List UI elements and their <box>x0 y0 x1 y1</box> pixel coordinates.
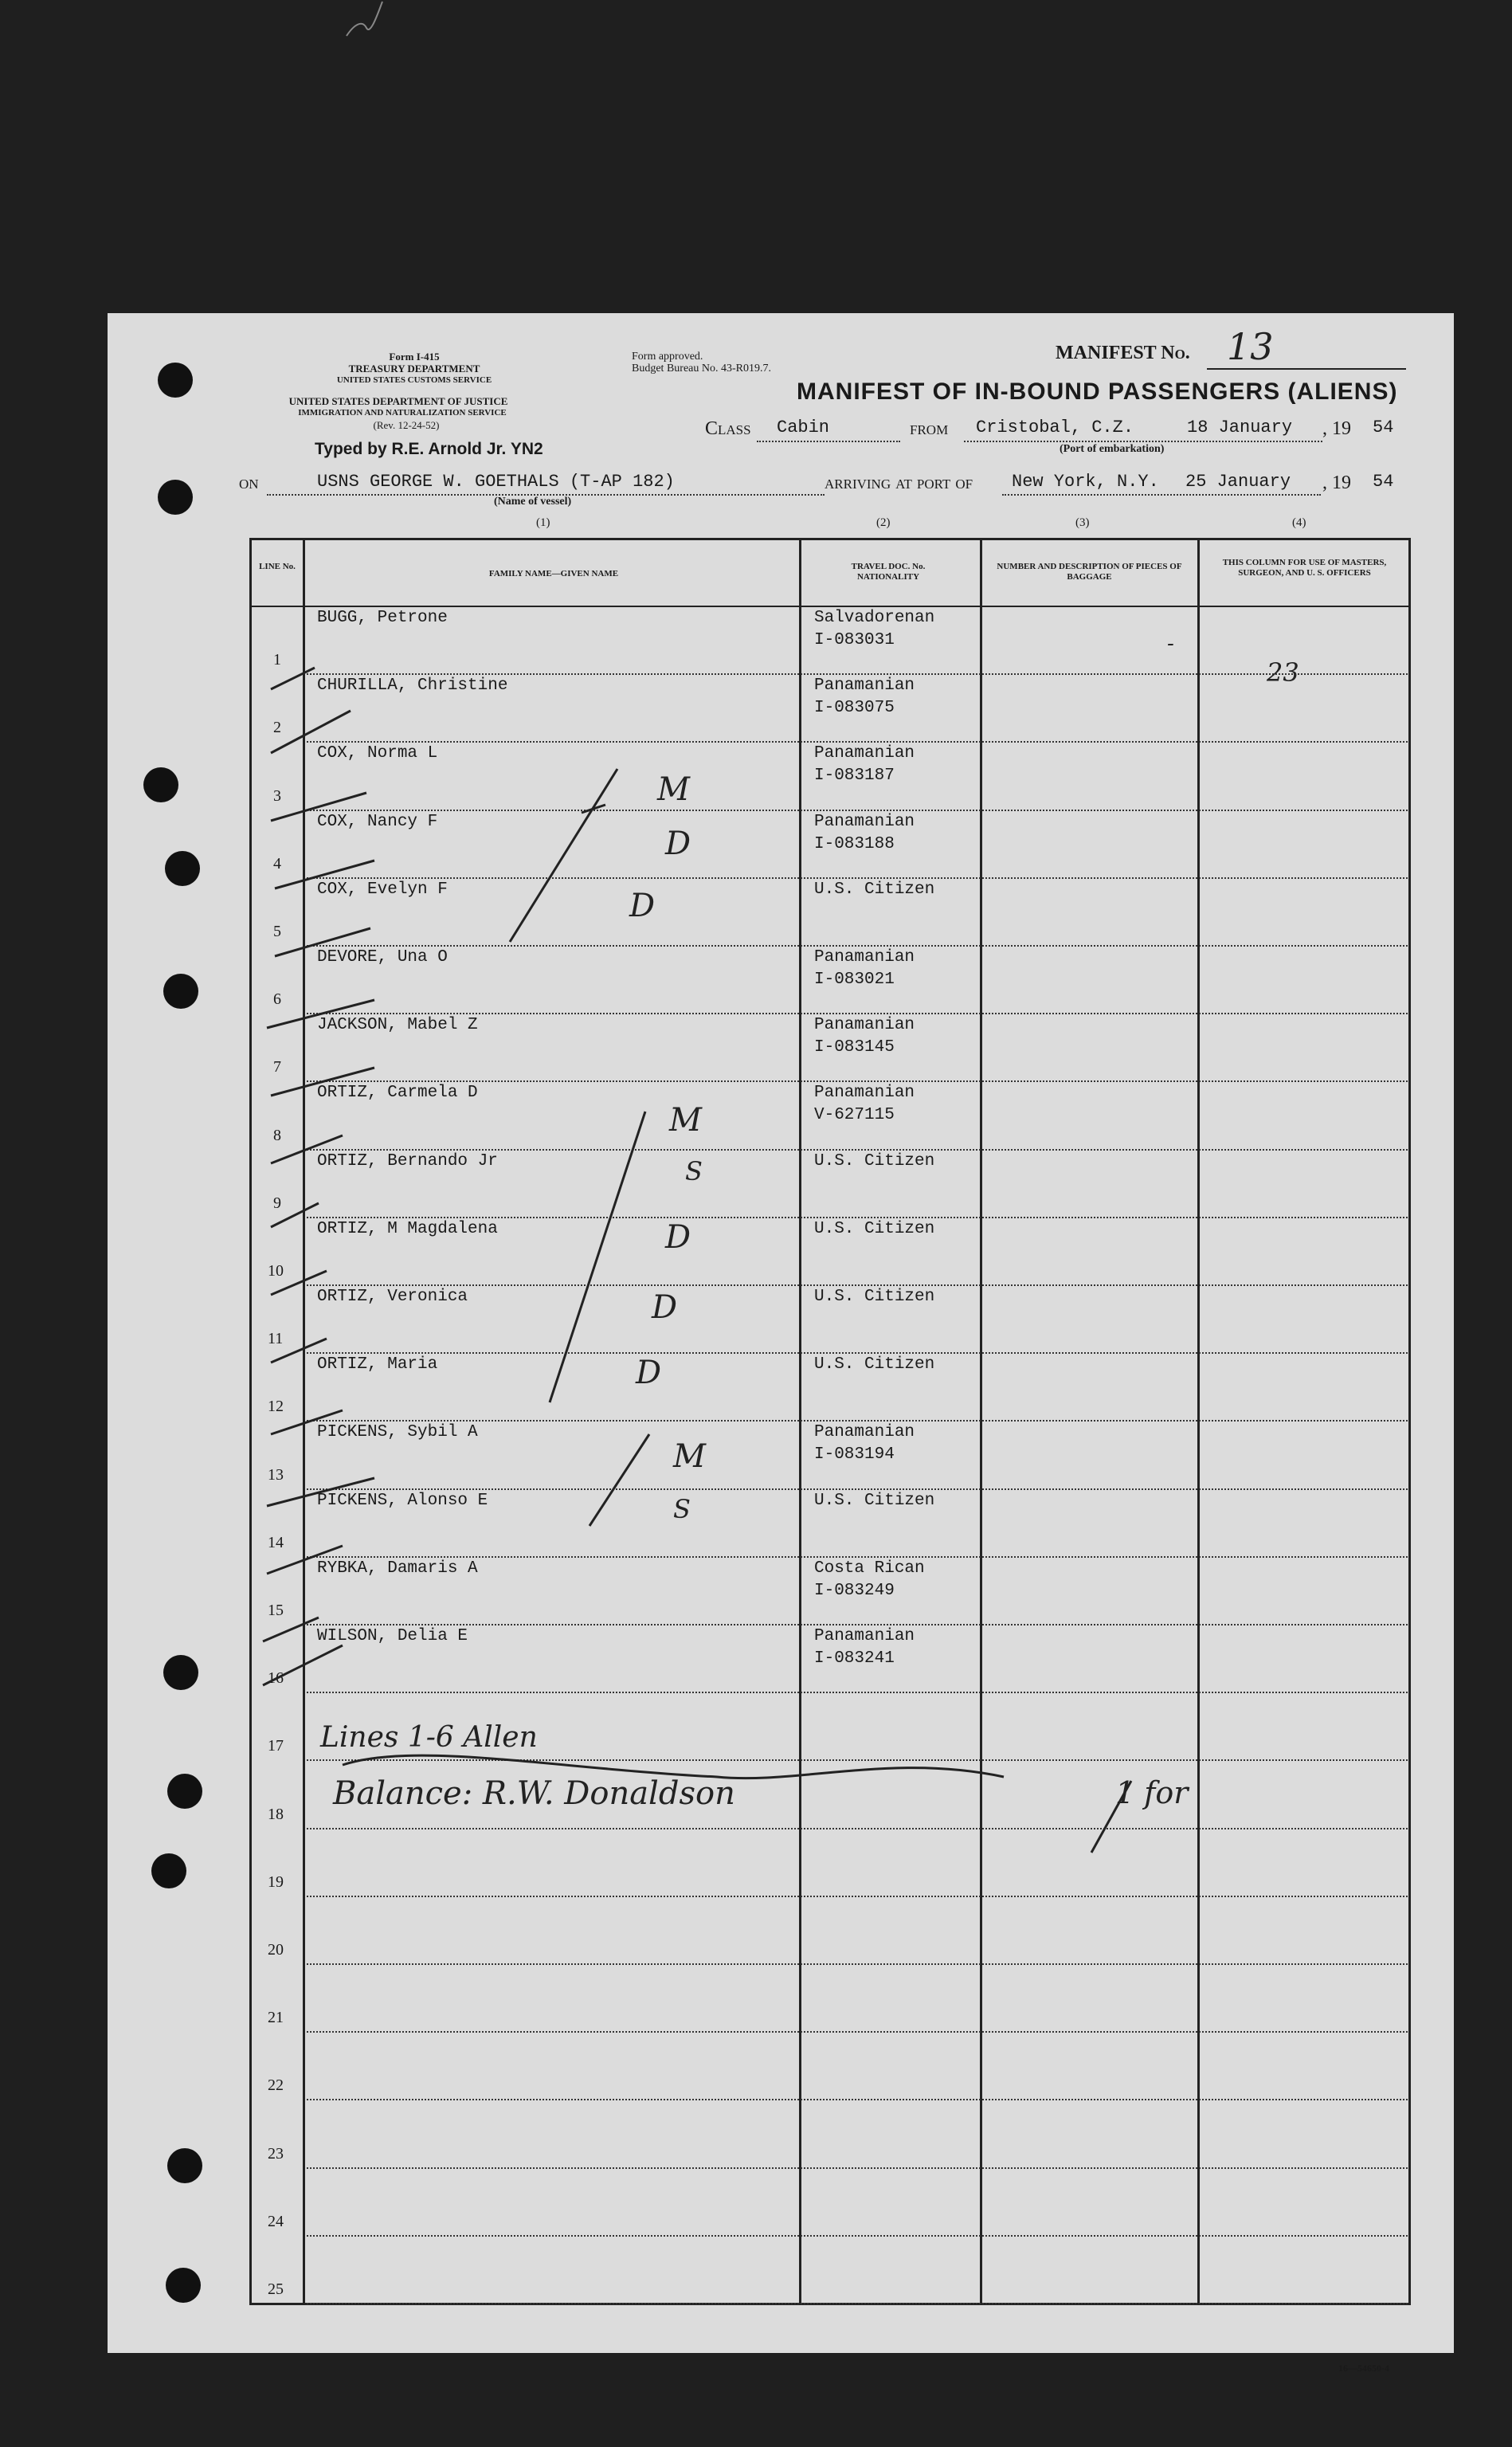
line-number: 12 <box>268 1398 284 1416</box>
column-number-2: (2) <box>876 516 891 529</box>
from-date: 18 January <box>1187 418 1293 437</box>
passenger-nationality: Panamanian <box>814 1016 915 1035</box>
line-number: 14 <box>268 1533 284 1551</box>
line-number: 5 <box>273 923 281 940</box>
mark-ortiz-bernando: S <box>685 1156 703 1186</box>
year-prefix-2: , 19 <box>1322 473 1351 493</box>
passenger-nationality: Panamanian <box>814 948 915 967</box>
officer-mark: 23 <box>1267 657 1299 688</box>
passenger-nationality: Costa Rican <box>814 1559 925 1578</box>
passenger-nationality: Panamanian <box>814 1084 915 1103</box>
passenger-name: BUGG, Petrone <box>317 609 448 627</box>
handwritten-right: 1 for <box>1115 1775 1189 1810</box>
row-rule <box>307 1963 1408 1965</box>
passenger-name: COX, Nancy F <box>317 812 438 831</box>
passenger-nationality: Panamanian <box>814 812 915 831</box>
punch-hole <box>143 767 178 802</box>
corner-scribble <box>343 0 390 48</box>
line-number: 9 <box>273 1194 281 1212</box>
line-number: 21 <box>268 2009 284 2027</box>
punch-hole <box>163 974 198 1009</box>
punch-hole <box>167 1774 202 1809</box>
passenger-name: CHURILLA, Christine <box>317 676 508 696</box>
passenger-name: WILSON, Delia E <box>317 1627 468 1645</box>
passenger-name: RYBKA, Damaris A <box>317 1559 478 1578</box>
travel-doc-number: I-083075 <box>814 699 895 718</box>
arriving-label: arriving at port of <box>825 473 973 493</box>
passenger-name: ORTIZ, Carmela D <box>317 1084 478 1103</box>
row-rule <box>307 2031 1408 2033</box>
passenger-name: DEVORE, Una O <box>317 948 448 967</box>
from-label: from <box>910 418 949 439</box>
year-prefix-1: , 19 <box>1322 418 1351 439</box>
passenger-name: JACKSON, Mabel Z <box>317 1016 478 1035</box>
line-number: 11 <box>268 1330 284 1348</box>
line-number: 6 <box>273 990 281 1009</box>
passenger-name: COX, Evelyn F <box>317 880 448 899</box>
header-travel-doc: TRAVEL DOC. No. NATIONALITY <box>851 562 926 582</box>
budget-bureau: Budget Bureau No. 43-R019.7. <box>632 363 771 375</box>
passenger-nationality: U.S. Citizen <box>814 1288 935 1306</box>
table-left-border <box>249 538 252 2305</box>
table-top-rule <box>249 538 1411 540</box>
treasury-dept: TREASURY DEPARTMENT <box>348 363 480 375</box>
passenger-nationality: U.S. Citizen <box>814 880 935 899</box>
line-number: 18 <box>268 1805 284 1823</box>
on-label: on <box>239 473 259 493</box>
form-number: Form I-415 <box>389 351 440 363</box>
table-right-border <box>1408 538 1411 2305</box>
row-rule <box>307 1692 1408 1693</box>
line-number: 20 <box>268 1941 284 1959</box>
year-2: 54 <box>1373 472 1394 492</box>
passenger-nationality: U.S. Citizen <box>814 1355 935 1374</box>
typed-by: Typed by R.E. Arnold Jr. YN2 <box>315 440 543 458</box>
manifest-number-value: 13 <box>1227 325 1274 368</box>
line-number: 24 <box>268 2212 284 2230</box>
mark-ortiz-veronica: D <box>652 1289 678 1326</box>
passenger-name: PICKENS, Sybil A <box>317 1423 478 1442</box>
line-number: 13 <box>268 1465 284 1484</box>
passenger-name: COX, Norma L <box>317 744 438 763</box>
manifest-number-label: MANIFEST No. <box>1056 343 1190 363</box>
vessel-caption: (Name of vessel) <box>494 496 572 508</box>
mark-cox-norma: M <box>657 771 690 808</box>
punch-hole <box>167 2148 202 2183</box>
passenger-name: ORTIZ, Maria <box>317 1355 438 1374</box>
line-number: 8 <box>273 1126 281 1144</box>
travel-doc-number: V-627115 <box>814 1106 895 1125</box>
passenger-nationality: U.S. Citizen <box>814 1491 935 1510</box>
port-embarkation-caption: (Port of embarkation) <box>1060 443 1165 455</box>
mark-ortiz-magdalena: D <box>665 1219 691 1256</box>
mark-cox-evelyn: D <box>629 888 656 924</box>
arrival-port: New York, N.Y. <box>1012 472 1159 492</box>
punch-hole <box>163 1655 198 1690</box>
line-number: 25 <box>268 2280 284 2298</box>
punch-hole <box>158 480 193 515</box>
line-number: 2 <box>273 719 281 737</box>
form-revision: (Rev. 12-24-52) <box>373 419 440 431</box>
mark-pickens-sybil: M <box>673 1438 706 1475</box>
page-title: MANIFEST OF IN-BOUND PASSENGERS (ALIENS) <box>797 378 1398 405</box>
row-rule <box>307 1759 1408 1761</box>
class-label: Class <box>705 418 751 439</box>
line-number: 17 <box>268 1737 284 1755</box>
baggage-dash: - <box>1167 632 1174 656</box>
arrival-rule <box>1002 494 1321 496</box>
mark-ortiz-maria: D <box>636 1355 662 1391</box>
line-number: 3 <box>273 786 281 805</box>
manifest-page <box>108 313 1454 2353</box>
passenger-name: ORTIZ, Bernando Jr <box>317 1151 498 1171</box>
line-number: 15 <box>268 1602 284 1619</box>
customs-service: UNITED STATES CUSTOMS SERVICE <box>336 375 492 385</box>
arrival-date: 25 January <box>1185 472 1291 492</box>
passenger-nationality: Panamanian <box>814 744 915 763</box>
travel-doc-number: I-083145 <box>814 1038 895 1057</box>
line-number: 23 <box>268 2144 284 2163</box>
travel-doc-number: I-083021 <box>814 971 895 989</box>
line-number: 16 <box>268 1669 284 1688</box>
header-line-no: LINE No. <box>259 562 296 571</box>
passenger-nationality: Panamanian <box>814 1423 915 1442</box>
travel-doc-number: I-083188 <box>814 834 895 853</box>
handwritten-line18: Balance: R.W. Donaldson <box>333 1775 735 1812</box>
from-rule <box>964 441 1322 442</box>
passenger-name: ORTIZ, M Magdalena <box>317 1219 498 1238</box>
travel-doc-number: I-083031 <box>814 631 895 649</box>
column-number-3: (3) <box>1075 516 1090 529</box>
print-code: 16—54650-4 <box>1338 2363 1389 2374</box>
mark-ortiz-carmela: M <box>669 1102 702 1139</box>
justice-dept: UNITED STATES DEPARTMENT OF JUSTICE <box>288 395 508 407</box>
class-rule <box>757 441 900 442</box>
passenger-nationality: U.S. Citizen <box>814 1151 935 1171</box>
handwritten-line17: Lines 1-6 Allen <box>320 1721 538 1754</box>
header-name: FAMILY NAME—GIVEN NAME <box>488 569 619 578</box>
ins-service: IMMIGRATION AND NATURALIZATION SERVICE <box>298 408 507 418</box>
line-number: 1 <box>273 651 281 669</box>
passenger-name: ORTIZ, Veronica <box>317 1288 468 1306</box>
line-number: 19 <box>268 1873 284 1891</box>
class-value: Cabin <box>777 418 830 437</box>
passenger-nationality: U.S. Citizen <box>814 1219 935 1238</box>
punch-hole <box>158 363 193 398</box>
passenger-name: PICKENS, Alonso E <box>317 1491 488 1510</box>
row-rule <box>307 1828 1408 1829</box>
line-number: 22 <box>268 2076 284 2095</box>
manifest-number-rule <box>1207 368 1406 370</box>
travel-doc-number: I-083249 <box>814 1581 895 1600</box>
row-rule <box>307 1896 1408 1897</box>
travel-doc-number: I-083187 <box>814 767 895 786</box>
line-number: 7 <box>273 1058 281 1076</box>
mark-cox-nancy: D <box>665 825 691 862</box>
header-officers: THIS COLUMN FOR USE OF MASTERS, SURGEON, AND U. S. OFFICERS <box>1222 558 1387 578</box>
punch-hole <box>165 851 200 886</box>
travel-doc-number: I-083194 <box>814 1445 895 1465</box>
column-number-1: (1) <box>536 516 550 529</box>
passenger-nationality: Panamanian <box>814 1627 915 1645</box>
column-number-4: (4) <box>1292 516 1306 529</box>
line-number: 10 <box>268 1262 284 1280</box>
travel-doc-number: I-083241 <box>814 1649 895 1668</box>
line-number: 4 <box>273 854 281 873</box>
row-rule <box>307 2235 1408 2237</box>
passenger-nationality: Salvadorenan <box>814 609 935 627</box>
punch-hole <box>166 2268 201 2303</box>
from-port: Cristobal, C.Z. <box>976 418 1134 437</box>
punch-hole <box>151 1853 186 1888</box>
row-rule <box>307 2303 1408 2304</box>
form-approved: Form approved. <box>632 351 703 363</box>
row-rule <box>307 2099 1408 2100</box>
row-rule <box>307 2167 1408 2169</box>
mark-pickens-alonso: S <box>673 1494 691 1524</box>
passenger-nationality: Panamanian <box>814 676 915 696</box>
header-baggage: NUMBER AND DESCRIPTION OF PIECES OF BAGGAGE <box>997 562 1182 582</box>
year-1: 54 <box>1373 418 1394 437</box>
vessel-name: USNS GEORGE W. GOETHALS (T-AP 182) <box>317 472 675 492</box>
line-no-divider <box>303 538 305 2305</box>
